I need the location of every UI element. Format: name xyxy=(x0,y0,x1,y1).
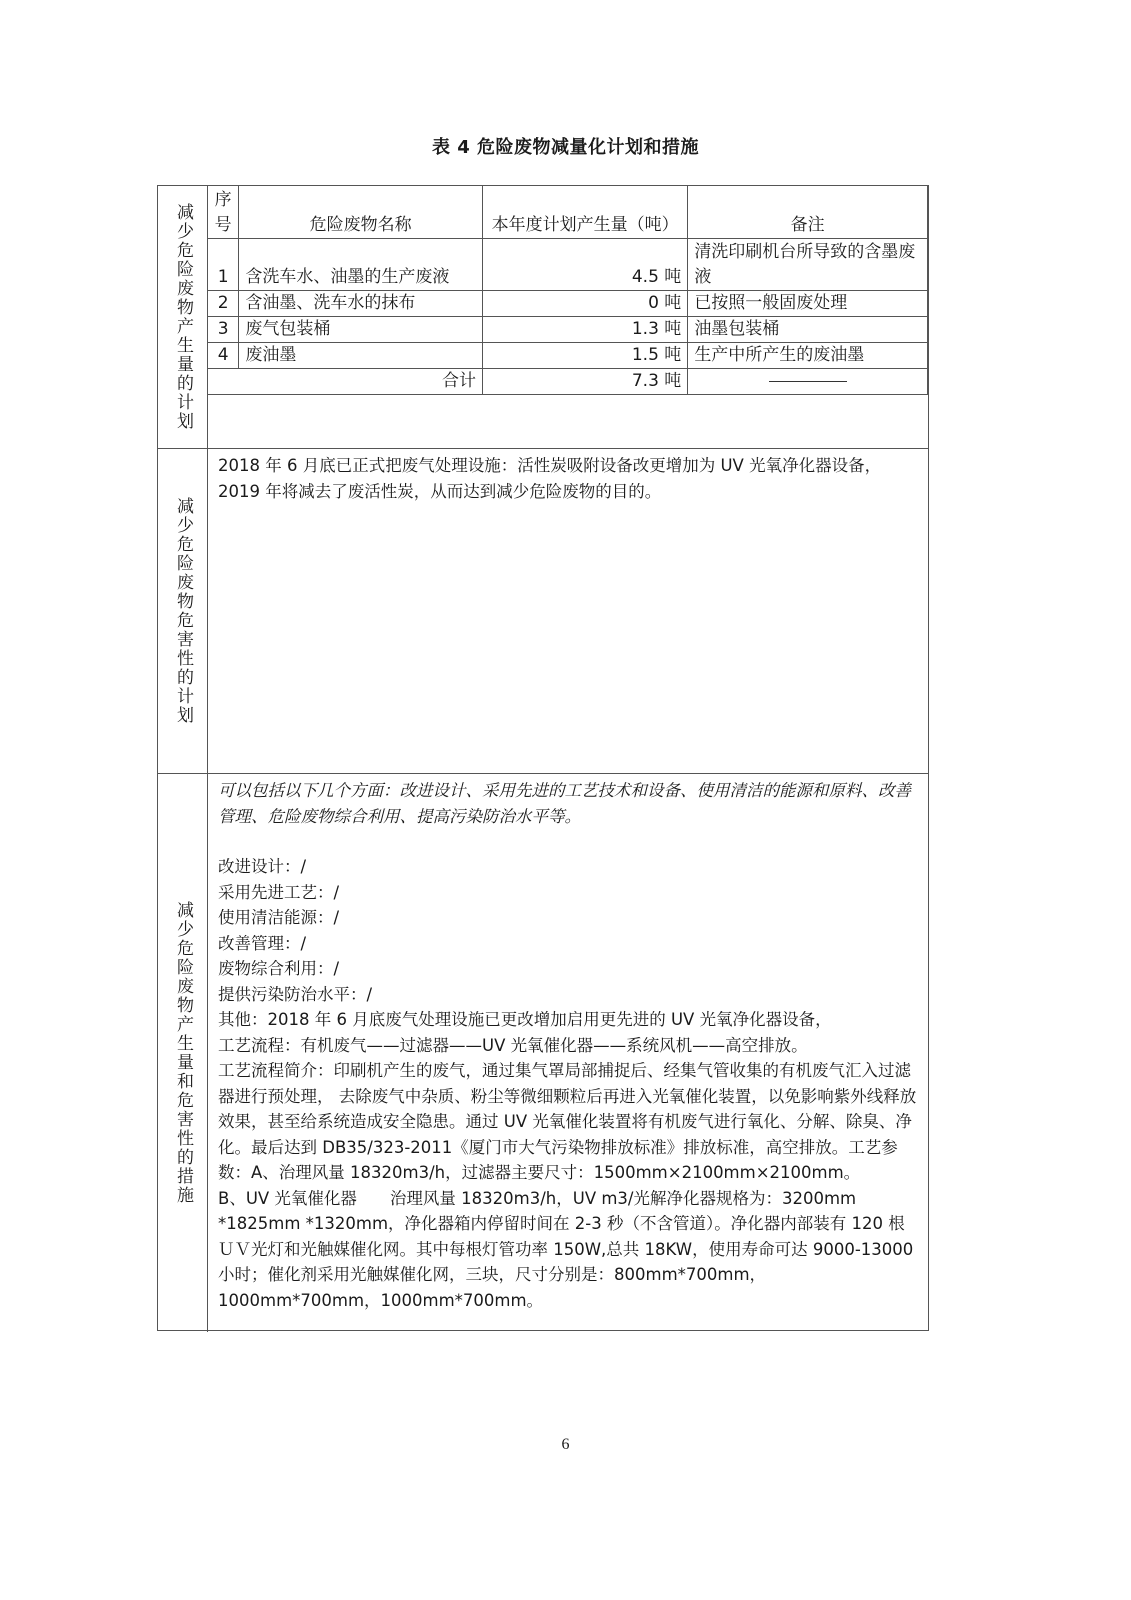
cell-name: 含油墨、洗车水的抹布 xyxy=(239,291,483,317)
measure-item: 改进设计：/ xyxy=(218,857,307,876)
measure-item: 采用先进工艺：/ xyxy=(218,882,340,902)
measure-other: 其他：2018 年 6 月底废气处理设施已更改增加启用更先进的 UV 光氧净化器设备， xyxy=(218,1010,832,1029)
measure-other: 工艺流程简介：印刷机产生的废气，通过集气罩局部捕捉后、经集气管收集的有机废气汇入过滤器进行预处理， 去除废气中杂质、粉尘等微细颗粒后再进入光氧催化装置，以免影响紫外线释放效果，甚至给系统造成安全隐患。通过 UV 光氧催化装置将有机废气进行氧化、分解、除臭、净化。最后达到 DB35/323-2011《厦门市大气污染物排放标准》排放标准，高空排放。工艺参数：A、治理风量 18320m3/h，过滤器主要尺寸：1500mm×2100mm×2100mm。 xyxy=(218,1061,917,1182)
table-row xyxy=(208,291,928,317)
header-name: 危险废物名称 xyxy=(239,186,483,239)
measure-other: B、UV 光氧催化器 治理风量 18320m3/h，UV m3/光解净化器规格为：3200mm *1825mm *1320mm，净化器箱内停留时间在 2-3 秒（不含管道）。净化器内部装有 120 根ＵＶ光灯和光触媒催化网。其中每根灯管功率 150W,总共 18KW，使用寿命可达 9000-13000 小时；催化剂采用光触媒催化网，三块，尺寸分别是：800mm*700mm，1000mm*700mm，1000mm*700mm。 xyxy=(218,1188,914,1310)
section-label-text: 减少危险废物产生量的计划 xyxy=(173,203,193,431)
measure-other: 工艺流程：有机废气——过滤器——UV 光氧催化器——系统风机——高空排放。 xyxy=(218,1035,808,1055)
page-title: 表 4 危险废物减量化计划和措施 xyxy=(431,137,700,158)
spacer xyxy=(218,829,918,854)
section-content xyxy=(208,186,928,448)
cell-name: 废油墨 xyxy=(239,343,483,369)
cell-name: 废气包装桶 xyxy=(239,317,483,343)
section-content xyxy=(208,449,928,773)
dash-line xyxy=(769,381,847,382)
cell-index: 3 xyxy=(208,317,239,343)
header-index: 序号 xyxy=(208,186,239,239)
reduction-plan-table xyxy=(157,185,929,1331)
waste-table xyxy=(208,186,928,395)
section-hazard-plan xyxy=(158,449,928,774)
header-note: 备注 xyxy=(688,186,928,239)
cell-quantity: 1.5 吨 xyxy=(483,343,688,369)
measures-hint: 可以包括以下几个方面：改进设计、采用先进的工艺技术和设备、使用清洁的能源和原料、改善管理、危险废物综合利用、提高污染防治水平等。 xyxy=(218,781,911,826)
page-number: 6 xyxy=(561,1436,570,1453)
section-measures xyxy=(158,774,928,1332)
total-note xyxy=(688,369,928,395)
section-label-text: 减少危险废物危害性的计划 xyxy=(173,497,193,725)
table-total-row xyxy=(208,369,928,395)
section-quantity-plan xyxy=(158,186,928,449)
cell-note: 已按照一般固废处理 xyxy=(688,291,928,317)
cell-index: 4 xyxy=(208,343,239,369)
total-label: 合计 xyxy=(208,369,483,395)
cell-name: 含洗车水、油墨的生产废液 xyxy=(239,239,483,291)
cell-quantity: 4.5 吨 xyxy=(483,239,688,291)
cell-note: 油墨包装桶 xyxy=(688,317,928,343)
measure-item: 改善管理：/ xyxy=(218,933,307,953)
table-row xyxy=(208,239,928,291)
measure-item: 废物综合利用：/ xyxy=(218,959,340,978)
cell-quantity: 1.3 吨 xyxy=(483,317,688,343)
header-quantity: 本年度计划产生量（吨） xyxy=(483,186,688,239)
cell-index: 2 xyxy=(208,291,239,317)
table-header-row xyxy=(208,186,928,239)
section-content xyxy=(208,774,928,1332)
cell-quantity: 0 吨 xyxy=(483,291,688,317)
section-label xyxy=(158,186,208,448)
cell-note: 生产中所产生的废油墨 xyxy=(688,343,928,369)
section-label xyxy=(158,449,208,773)
cell-index: 1 xyxy=(208,239,239,291)
measure-item: 提供污染防治水平：/ xyxy=(218,984,373,1004)
cell-note: 清洗印刷机台所导致的含墨废液 xyxy=(688,239,928,291)
section-label-text: 减少危险废物产生量和危害性的措施 xyxy=(173,901,193,1205)
table-row xyxy=(208,317,928,343)
table-row xyxy=(208,343,928,369)
section-label xyxy=(158,774,208,1332)
total-quantity: 7.3 吨 xyxy=(483,369,688,395)
hazard-plan-text: 2018 年 6 月底已正式把废气处理设施：活性炭吸附设备改更增加为 UV 光氧净化器设备，2019 年将减去了废活性炭，从而达到减少危险废物的目的。 xyxy=(218,456,882,501)
measure-item: 使用清洁能源：/ xyxy=(218,908,340,927)
